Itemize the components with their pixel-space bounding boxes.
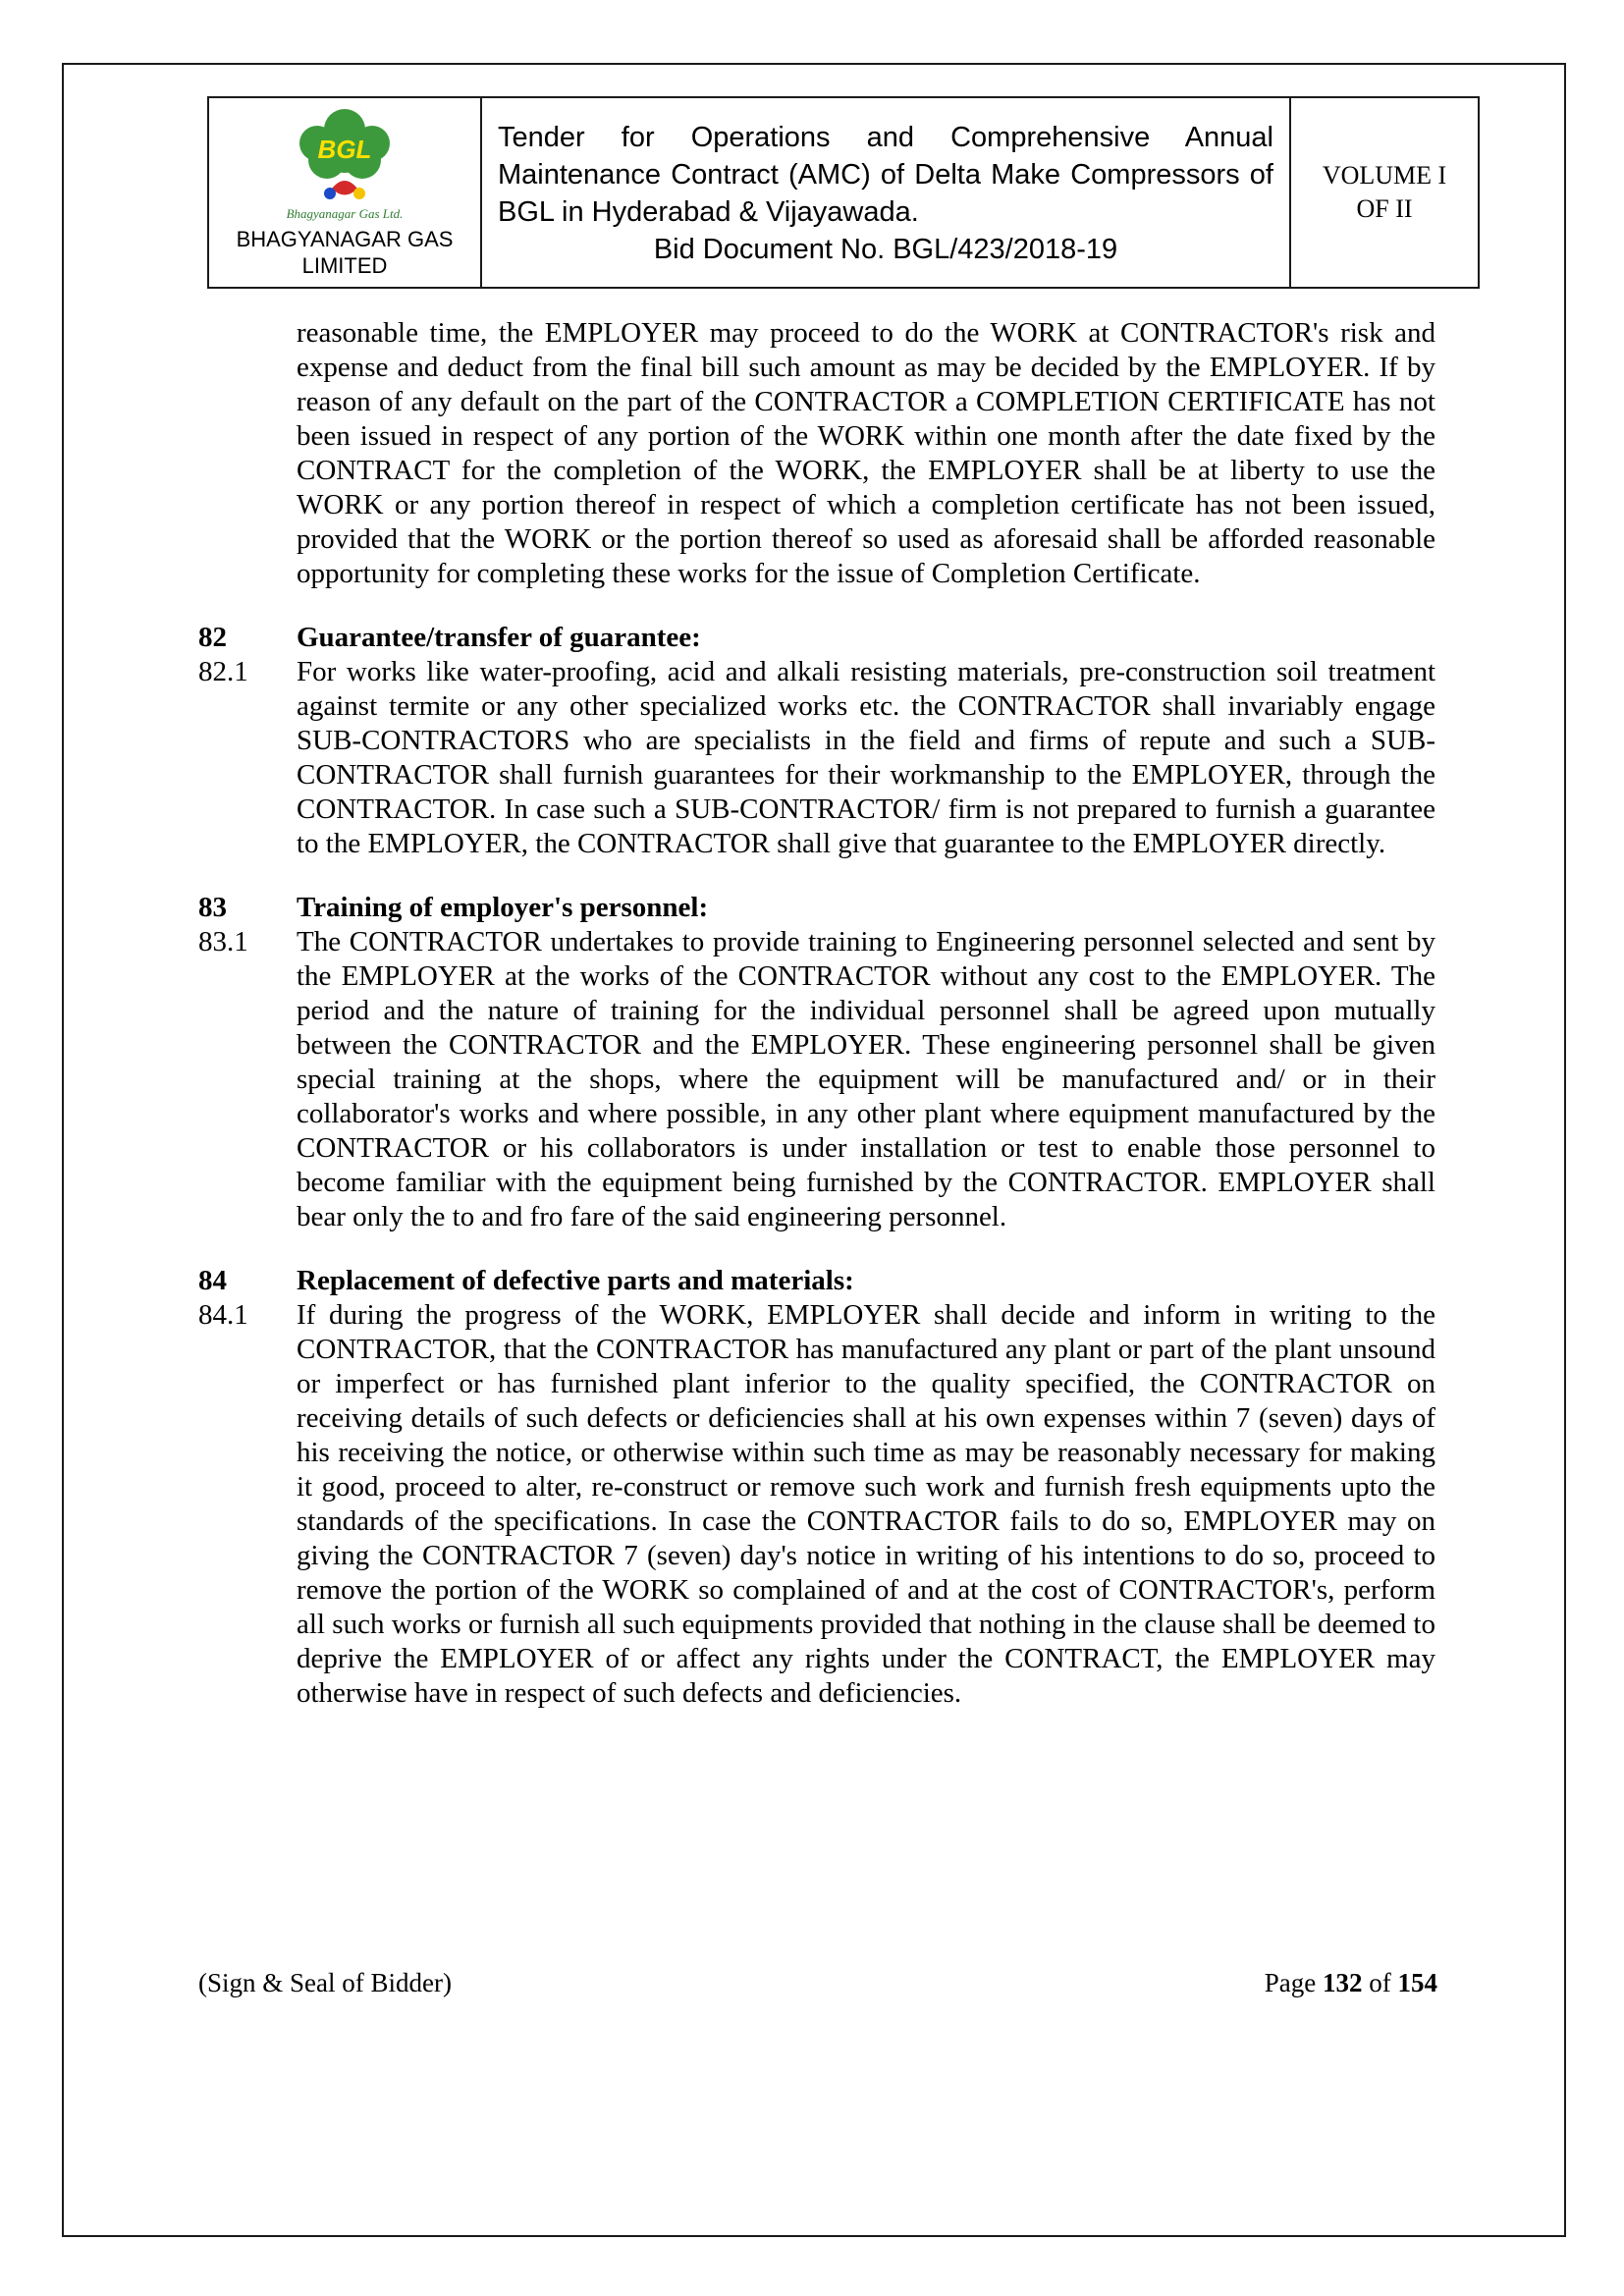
- section-83-number: 83: [198, 892, 227, 923]
- section-83: [198, 891, 1435, 1234]
- clause-82-1-number: 82.1: [198, 656, 248, 687]
- company-name-line1: BHAGYANAGAR GAS: [236, 227, 454, 251]
- section-82-title: Guarantee/transfer of guarantee:: [297, 622, 701, 653]
- section-82-number: 82: [198, 622, 227, 653]
- clause-83-1-text: The CONTRACTOR undertakes to provide training to Engineering personnel selected and sent by the EMPLOYER at the works of the CONTRACTOR without any cost to the EMPLOYER. The period and the nature of training for the individual personnel shall be agreed upon mutually between the CONTRACTOR and the EMPLOYER. These engineering personnel shall be given special training at the shops, where the equipment will be manufactured and/ or in their collaborator's works and where possible, in any other plant where equipment manufactured by the CONTRACTOR or his collaborators is under installation or test to enable those personnel to become familiar with the equipment being furnished by the CONTRACTOR. EMPLOYER shall bear only the to and fro fare of the said engineering personnel.: [297, 926, 1435, 1232]
- bid-document-number: Bid Document No. BGL/423/2018-19: [653, 234, 1118, 265]
- logo-tagline: Bhagyanagar Gas Ltd.: [286, 206, 404, 221]
- page-current: 132: [1323, 1968, 1363, 1997]
- logo-monogram: BGL: [317, 135, 372, 164]
- section-84-title: Replacement of defective parts and materials:: [297, 1265, 854, 1296]
- logo-blue-drop: [324, 188, 336, 199]
- clause-82-1-text: For works like water-proofing, acid and alkali resisting materials, pre-construction soil treatment against termite or any other specialized works etc. the CONTRACTOR shall invariably engage SUB-CONTRACTORS who are specialists in the field and firms of repute and such a SUB-CONTRACTOR shall furnish guarantees for their workmanship to the EMPLOYER, through the CONTRACTOR. In case such a SUB-CONTRACTOR/ firm is not prepared to furnish a guarantee to the EMPLOYER, the CONTRACTOR shall give that guarantee to the EMPLOYER directly.: [297, 656, 1435, 859]
- page-total: 154: [1397, 1968, 1437, 1997]
- document-body: [64, 289, 1564, 1711]
- volume-line1: VOLUME I: [1322, 161, 1447, 190]
- company-name-line2: LIMITED: [301, 253, 388, 278]
- header-table: [207, 96, 1480, 289]
- clause-84-1-text: If during the progress of the WORK, EMPLOYER shall decide and inform in writing to the CONTRACTOR, that the CONTRACTOR has manufactured any plant or part of the plant unsound or imperfect or has furnished plant inferior to the quality specified, the CONTRACTOR on receiving details of such defects or deficiencies shall at his own expenses within 7 (seven) days of his receiving the notice, or otherwise within such time as may be reasonably necessary for making it good, proceed to alter, re-construct or remove such work and furnish fresh equipments upto the standards of the specifications. In case the CONTRACTOR fails to do so, EMPLOYER may on giving the CONTRACTOR 7 (seven) day's notice in writing of his intentions to do so, proceed to remove the portion of the WORK so complained of and at the cost of CONTRACTOR's, perform all such works or furnish all such equipments provided that nothing in the clause shall be deemed to deprive the EMPLOYER of or affect any rights under the CONTRACT, the EMPLOYER may otherwise have in respect of such defects and deficiencies.: [297, 1299, 1435, 1709]
- clause-84-1-number: 84.1: [198, 1299, 248, 1331]
- header-logo-cell: [209, 98, 482, 287]
- company-name: [237, 226, 454, 279]
- logo-yellow-drop: [353, 188, 365, 199]
- page-border: [62, 63, 1566, 2237]
- page-number-indicator: [1265, 1968, 1437, 1998]
- section-82: [198, 621, 1435, 861]
- volume-line2: OF II: [1356, 194, 1413, 223]
- bgl-logo-icon: [271, 104, 418, 206]
- continuation-paragraph: reasonable time, the EMPLOYER may proceed to do the WORK at CONTRACTOR's risk and expense and deduct from the final bill such amount as may be decided by the EMPLOYER. If by reason of any default on the part of the CONTRACTOR a COMPLETION CERTIFICATE has not been issued in respect of any portion of the WORK within one month after the date fixed by the CONTRACT for the completion of the WORK, the EMPLOYER shall be at liberty to use the WORK or any portion thereof in respect of which a completion certificate has not been issued, provided that the WORK or the portion thereof so used as aforesaid shall be afforded reasonable opportunity for completing these works for the issue of Completion Certificate.: [297, 317, 1435, 589]
- section-83-title: Training of employer's personnel:: [297, 892, 709, 923]
- clause-83-1-number: 83.1: [198, 926, 248, 957]
- header-volume-cell: [1291, 98, 1478, 287]
- section-84: [198, 1264, 1435, 1711]
- tender-title: Tender for Operations and Comprehensive Annual Maintenance Contract (AMC) of Delta Make Compressors of BGL in Hyderabad & Vijayawada.: [498, 122, 1273, 228]
- section-84-number: 84: [198, 1265, 227, 1296]
- page-word: Page: [1264, 1968, 1317, 1997]
- header-title-cell: [482, 98, 1291, 287]
- page-footer: [198, 1968, 1437, 1998]
- sign-seal-label: (Sign & Seal of Bidder): [198, 1968, 452, 1997]
- of-word: of: [1369, 1968, 1391, 1997]
